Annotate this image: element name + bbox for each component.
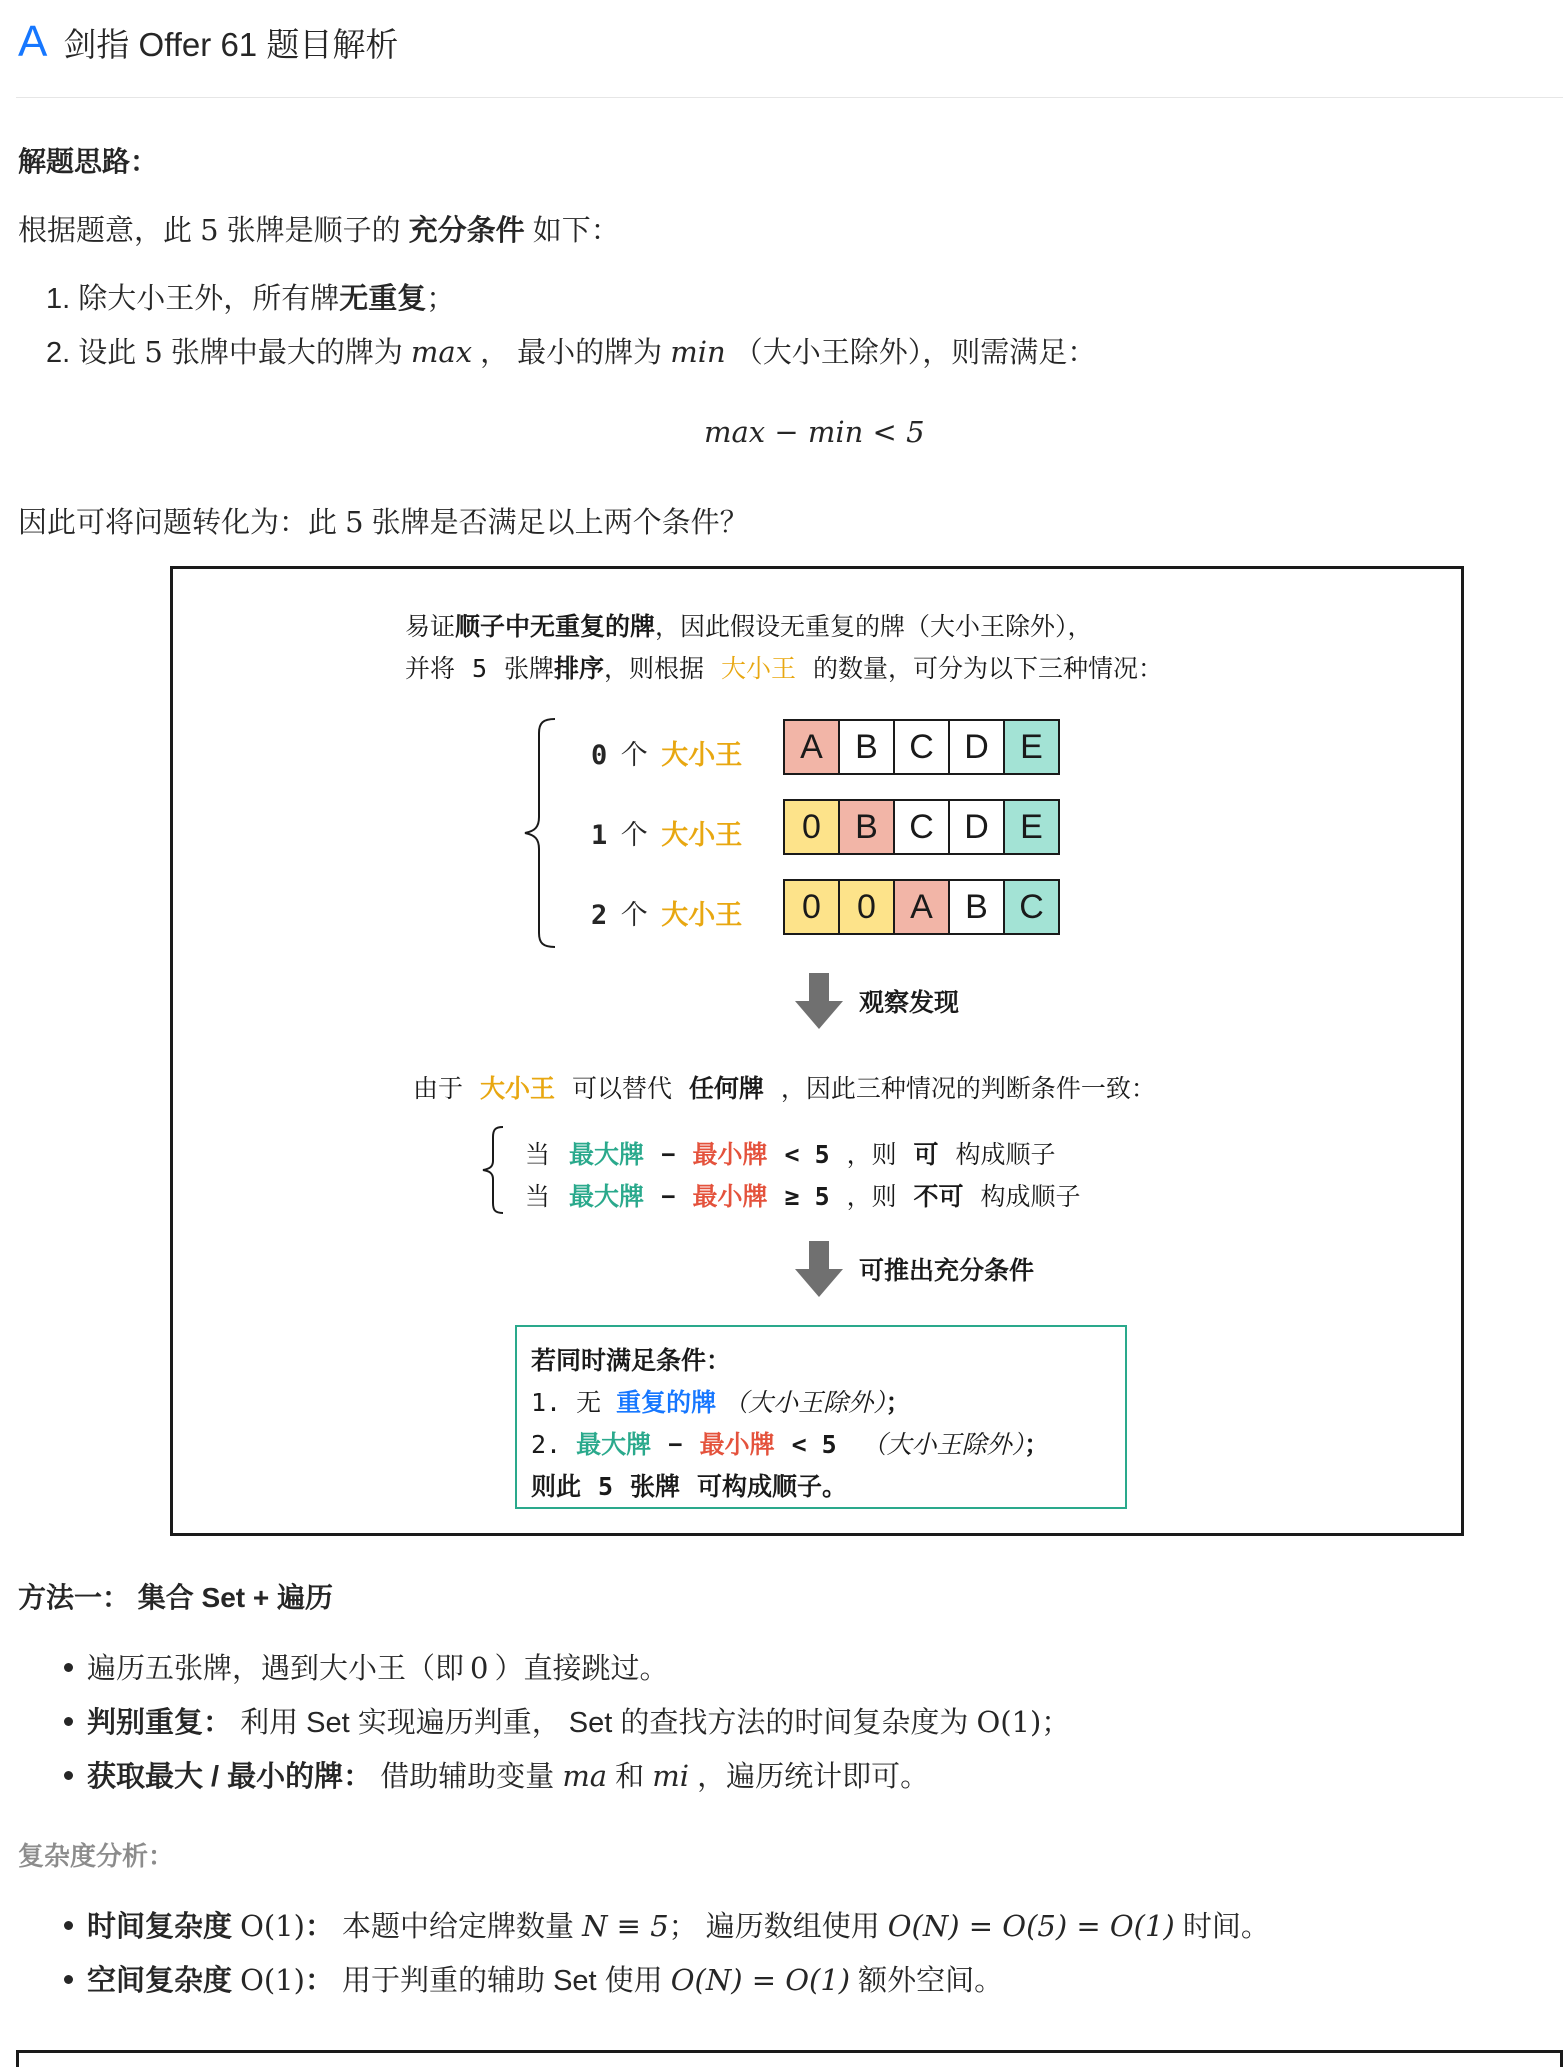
conclusion-text: 因此可将问题转化为：此	[18, 507, 338, 539]
intro-suffix: 如下：	[532, 215, 620, 247]
condition-cannot	[525, 1177, 1081, 1213]
figure-line-2	[405, 649, 1163, 685]
math-n: N ≡ 5	[582, 1909, 669, 1943]
figure-bold: 顺子中无重复的牌	[455, 613, 656, 641]
row-2-label	[591, 893, 742, 932]
left-brace-icon	[521, 717, 561, 949]
bullet-icon	[64, 1717, 73, 1726]
figure-joker-label: 大小王	[479, 1075, 555, 1103]
card-row-0	[783, 719, 1058, 775]
bullet-icon	[64, 1921, 73, 1930]
bullet-icon	[64, 1975, 73, 1984]
method-bullet-3	[64, 1754, 929, 1795]
formula: max − min < 5	[704, 415, 925, 449]
min-card-label: 最小牌	[699, 1431, 775, 1459]
card-cell: C	[1003, 879, 1060, 935]
bullet-text: ，遍历统计即可。	[697, 1761, 930, 1793]
figure-number: 5	[597, 1472, 614, 1501]
condition-2-text: 2. 设此	[46, 337, 137, 369]
figure-text: 1. 无	[531, 1388, 602, 1417]
conclusion-paragraph	[18, 500, 749, 541]
section-heading-complexity: 复杂度分析：	[18, 1841, 175, 1871]
bullet-text: ； 遍历数组使用	[668, 1911, 880, 1943]
card-cell: B	[838, 719, 895, 775]
figure-text: 当	[525, 1183, 551, 1211]
intro-number: 5	[200, 213, 219, 247]
card-row-2	[783, 879, 1058, 935]
max-card-label: 最大牌	[568, 1183, 644, 1211]
card-cell: 0	[783, 799, 840, 855]
max-card-label: 最大牌	[576, 1431, 652, 1459]
figure-text: ，因此三种情况的判断条件一致：	[780, 1075, 1156, 1103]
figure-bold: 不可	[913, 1183, 964, 1211]
figure-bold: 任何牌	[688, 1075, 764, 1103]
figure-italic: （大小王除外）	[723, 1389, 886, 1417]
figure-text: 构成顺子	[955, 1141, 1056, 1169]
figure-middle-line	[413, 1069, 1156, 1105]
page-title: 剑指 Offer 61 题目解析	[63, 25, 399, 63]
card-cell: A	[893, 879, 950, 935]
row-count: 0	[591, 740, 608, 771]
min-card-label: 最小牌	[692, 1141, 768, 1169]
bullet-text: ；	[1041, 1707, 1071, 1739]
row-joker-label: 大小王	[661, 740, 743, 770]
section-heading-approach: 解题思路：	[18, 146, 159, 177]
bullet-text: 额外空间。	[858, 1965, 1004, 1997]
condition-1-bold: 无重复	[339, 283, 427, 315]
card-cell: E	[1003, 719, 1060, 775]
threshold: < 5	[791, 1430, 837, 1459]
condition-2-number: 5	[144, 335, 163, 369]
row-joker-label: 大小王	[661, 820, 743, 850]
bullet-bold: 判别重复：	[87, 1707, 233, 1739]
figure-text: ，则	[846, 1141, 897, 1169]
bullet-text: 借助辅助变量	[380, 1761, 555, 1793]
figure-text: 可以替代	[571, 1075, 672, 1103]
figure-text: 的数量，可分为以下三种情况：	[812, 655, 1163, 683]
threshold: < 5	[784, 1140, 830, 1169]
math-space: O(N) = O(1)	[670, 1963, 851, 1997]
figure-text: 当	[525, 1141, 551, 1169]
row-count: 1	[591, 820, 608, 851]
bullet-bold: ：	[304, 1911, 334, 1943]
figure-text: 则此	[531, 1473, 582, 1501]
figure-bold: 可	[913, 1141, 939, 1169]
complexity-time	[64, 1904, 1270, 1945]
intro-paragraph	[18, 208, 620, 249]
bullet-text: 时间。	[1182, 1911, 1270, 1943]
conclusion-number: 5	[345, 505, 364, 539]
bullet-text: 用于判重的辅助 Set 使用	[342, 1965, 663, 1997]
figure-text: ，因此假设无重复的牌（大小王除外），	[655, 613, 1093, 641]
figure-text: 张牌	[629, 1473, 680, 1501]
condition-2-text-mid: 张牌中最大的牌为	[170, 337, 403, 369]
bullet-bold: 时间复杂度	[87, 1911, 233, 1943]
bullet-bold: 获取最大 / 最小的牌：	[87, 1761, 373, 1793]
card-cell: B	[948, 879, 1005, 935]
math-mi: mi	[652, 1759, 690, 1793]
condition-1-suffix: ；	[426, 283, 456, 315]
left-brace-icon	[479, 1125, 509, 1215]
code-block-edge	[16, 2050, 1563, 2067]
row-unit: 个	[620, 820, 648, 850]
figure-text: ，则	[846, 1183, 897, 1211]
figure-number: 5	[471, 654, 488, 683]
method-bullet-1	[64, 1646, 668, 1687]
intro-bold: 充分条件	[408, 215, 525, 247]
figure-text: 可构成顺子。	[696, 1473, 847, 1501]
card-cell: 0	[838, 879, 895, 935]
math-o1: O(1)	[240, 1963, 305, 1997]
bullet-text: 遍历五张牌，遇到大小王（即	[87, 1653, 465, 1685]
down-arrow-icon	[795, 1241, 843, 1299]
complexity-space	[64, 1958, 1003, 1999]
down-arrow-icon	[795, 973, 843, 1031]
result-box-line-2	[531, 1425, 1049, 1461]
result-box-line-3	[531, 1467, 847, 1503]
row-unit: 个	[620, 740, 648, 770]
condition-2-text-mid2: ， 最小的牌为	[480, 337, 663, 369]
figure-bold: 排序	[554, 655, 605, 683]
conclusion-suffix: 张牌是否满足以上两个条件？	[371, 507, 749, 539]
minus-sign: −	[668, 1431, 683, 1459]
condition-2-suffix: （大小王除外），则需满足：	[733, 337, 1097, 369]
condition-1	[46, 276, 455, 317]
section-heading-method: 方法一： 集合 Set + 遍历	[18, 1582, 334, 1613]
condition-2	[46, 330, 1096, 371]
deduce-label: 可推出充分条件	[859, 1257, 1035, 1285]
card-cell: D	[948, 719, 1005, 775]
result-box-title: 若同时满足条件：	[531, 1347, 732, 1375]
observe-label: 观察发现	[859, 989, 960, 1017]
bullet-text: 利用 Set 实现遍历判重， Set 的查找方法的时间复杂度为	[240, 1707, 969, 1739]
figure-text: ，则根据	[604, 655, 705, 683]
threshold: ≥ 5	[784, 1182, 830, 1211]
bullet-bold: ：	[304, 1965, 334, 1997]
result-box	[515, 1325, 1127, 1509]
bullet-icon	[64, 1771, 73, 1780]
row-joker-label: 大小王	[661, 900, 743, 930]
figure-text: ；	[885, 1389, 911, 1417]
bullet-icon	[64, 1663, 73, 1672]
math-o1: O(1)	[240, 1909, 305, 1943]
math-ma: ma	[562, 1759, 608, 1793]
figure-text: 易证	[405, 613, 456, 641]
max-card-label: 最大牌	[568, 1141, 644, 1169]
bullet-text: ）直接跳过。	[494, 1653, 669, 1685]
minus-sign: −	[660, 1183, 676, 1211]
header	[18, 14, 398, 70]
intro-text-mid: 张牌是顺子的	[226, 215, 401, 247]
card-cell: C	[893, 719, 950, 775]
figure-text: 2.	[531, 1430, 562, 1459]
row-unit: 个	[620, 900, 648, 930]
figure-text: 由于	[413, 1075, 464, 1103]
card-cell: C	[893, 799, 950, 855]
card-cell: 0	[783, 879, 840, 935]
method-bullet-2	[64, 1700, 1070, 1741]
figure-italic: （大小王除外）	[861, 1431, 1025, 1459]
row-count: 2	[591, 900, 608, 931]
result-box-line-1	[531, 1383, 911, 1419]
minus-sign: −	[660, 1141, 676, 1169]
row-0-label	[591, 733, 742, 772]
condition-can	[525, 1135, 1056, 1171]
figure-text: 张牌	[503, 655, 554, 683]
figure-text: 构成顺子	[980, 1183, 1081, 1211]
duplicate-card-label: 重复的牌	[616, 1389, 717, 1417]
card-cell: A	[783, 719, 840, 775]
card-row-1	[783, 799, 1058, 855]
condition-1-text: 1. 除大小王外，所有牌	[46, 283, 340, 315]
intro-text: 根据题意，此	[18, 215, 193, 247]
bullet-bold: 空间复杂度	[87, 1965, 233, 1997]
min-card-label: 最小牌	[692, 1183, 768, 1211]
math-time: O(N) = O(5) = O(1)	[887, 1909, 1175, 1943]
figure-line-1	[405, 607, 1093, 643]
explanation-figure	[170, 566, 1464, 1536]
math-o1: O(1)	[976, 1705, 1042, 1739]
card-cell: D	[948, 799, 1005, 855]
figure-joker-label: 大小王	[720, 655, 796, 683]
card-cell: B	[838, 799, 895, 855]
header-divider	[16, 97, 1563, 98]
figure-text: ；	[1024, 1431, 1050, 1459]
logo-icon: A	[18, 17, 48, 66]
bullet-text: 本题中给定牌数量	[342, 1911, 575, 1943]
row-1-label	[591, 813, 742, 852]
bullet-text: 和	[615, 1761, 645, 1793]
bullet-number: 0	[470, 1651, 489, 1685]
card-cell: E	[1003, 799, 1060, 855]
math-min: min	[670, 335, 726, 369]
figure-text: 并将	[405, 655, 456, 683]
math-max: max	[410, 335, 473, 369]
